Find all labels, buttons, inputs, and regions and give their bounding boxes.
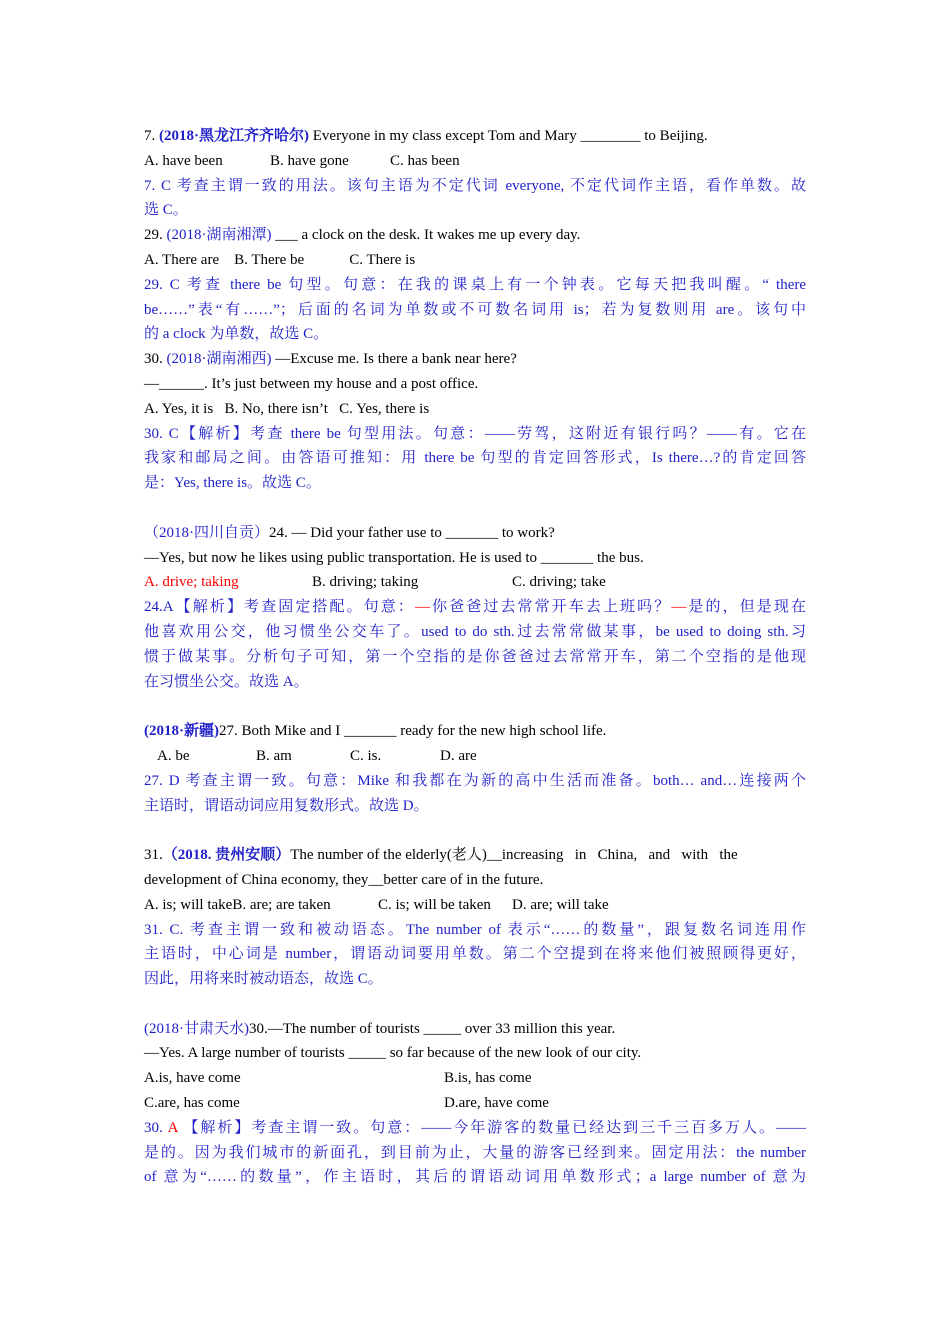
question-blank: ___ xyxy=(275,227,298,244)
answer-30a-line-1: 30. C【解析】考查 there be 句型用法。句意：——劳驾，这附近有银行吗？——有。它在 xyxy=(144,425,806,442)
question-27-options xyxy=(144,744,806,769)
option-c: C. is. xyxy=(350,747,382,764)
spacer xyxy=(144,992,806,1017)
question-31-stem-2: development of China economy, they__better care of in the future. xyxy=(144,871,544,888)
answer-24-line-4: 在习惯坐公交。故选 A。 xyxy=(144,673,309,690)
question-source: （2018. 贵州安顺） xyxy=(162,847,291,864)
answer-30a-line-2: 我家和邮局之间。由答语可推知：用 there be 句型的肯定回答形式，Is there…?的肯定回答 xyxy=(144,450,806,467)
answer-text: 你爸爸过去常常开车去上班吗？ xyxy=(429,599,672,616)
answer-text: 24.A【解析】考查固定搭配。句意： xyxy=(144,599,415,616)
answer-24-line-2: 他喜欢用公交，他习惯坐公交车了。used to do sth.过去常常做某事，be used to doing sth.习 xyxy=(144,623,806,640)
question-7-options xyxy=(144,149,806,174)
answer-29-line-1: 29. C 考查 there be 句型。句意：在我的课桌上有一个钟表。它每天把我叫醒。“ there xyxy=(144,276,806,293)
question-source: (2018·湖南湘西) xyxy=(166,351,272,368)
dash-mark: — xyxy=(414,599,430,616)
option-a: A.is, have come xyxy=(144,1070,241,1087)
question-text: a clock on the desk. It wakes me up every day. xyxy=(297,227,581,244)
question-29-options: A. There are B. There be C. There is xyxy=(144,251,416,268)
answer-31-line-2: 主语时，中心词是 number，谓语动词要用单数。第二个空提到在将来他们被照顾得更好， xyxy=(144,946,806,963)
option-c: C. has been xyxy=(390,152,460,169)
question-number: 29. xyxy=(144,227,163,244)
option-a: A. have been xyxy=(144,152,223,169)
question-number: 30. xyxy=(144,351,163,368)
question-31-options xyxy=(144,893,806,918)
answer-29-line-2: be……”表“有……”；后面的名词为单数或不可数名词用 is；若为复数则用 are。该句中 xyxy=(144,301,806,318)
question-30b-options-row-1 xyxy=(144,1066,806,1091)
option-b: B. driving; taking xyxy=(312,574,419,591)
answer-7-line-1: 7. C 考查主谓一致的用法。该句主语为不定代词 everyone, 不定代词作主语，看作单数。故 xyxy=(144,177,806,194)
option-b: B. have gone xyxy=(270,152,349,169)
spacer xyxy=(144,694,806,719)
option-b: B.is, has come xyxy=(444,1070,532,1087)
question-29-stem xyxy=(144,223,806,248)
option-d: D.are, have come xyxy=(444,1095,549,1112)
spacer xyxy=(144,818,806,843)
answer-7-line-2: 选 C。 xyxy=(144,202,188,219)
answer-31-line-1: 31. C. 考查主谓一致和被动语态。The number of 表示“……的数量”，跟复数名词连用作 xyxy=(144,921,806,938)
answer-30a-line-3: 是：Yes, there is。故选 C。 xyxy=(144,475,321,492)
question-31-stem-1 xyxy=(144,843,806,868)
option-c: C. is; will be taken xyxy=(378,896,491,913)
question-text: 27. Both Mike and I _______ ready for the new high school life. xyxy=(219,723,607,740)
question-text: —Excuse me. Is there a bank near here? xyxy=(271,351,517,368)
answer-30b-line-3: of 意为“……的数量”，作主语时，其后的谓语动词用单数形式；a large number of 意为 xyxy=(144,1169,806,1186)
question-text: Everyone in my class except Tom and Mary ________ to Beijing. xyxy=(309,128,708,144)
answer-27-line-2: 主语时，谓语动词应用复数形式。故选 D。 xyxy=(144,797,429,814)
answer-27-line-1: 27. D 考查主谓一致。句意：Mike 和我都在为新的高中生活而准备。both… and…连接两个 xyxy=(144,772,806,789)
question-24-options xyxy=(144,570,806,595)
question-24-reply: —Yes, but now he likes using public transportation. He is used to _______ the bus. xyxy=(144,549,644,566)
question-24-stem xyxy=(144,521,806,546)
answer-29-line-3: 的 a clock 为单数，故选 C。 xyxy=(144,326,329,343)
question-7-stem xyxy=(144,124,806,149)
answer-number: 30. xyxy=(144,1119,168,1136)
document-page xyxy=(144,124,806,1190)
answer-text: 【解析】考查主谓一致。句意：——今年游客的数量已经达到三千三百多万人。—— xyxy=(177,1119,806,1136)
question-text: 30.—The number of tourists _____ over 33 million this year. xyxy=(249,1020,616,1037)
question-27-stem xyxy=(144,719,806,744)
question-30b-options-row-2 xyxy=(144,1091,806,1116)
question-text: The number of the elderly(老人)__increasing in China, and with the xyxy=(290,847,738,864)
option-a: A. be xyxy=(157,747,190,764)
answer-30b-line-1 xyxy=(144,1116,806,1141)
answer-text: 是的，但是现在 xyxy=(686,599,806,616)
question-source: （2018·四川自贡） xyxy=(144,524,269,541)
answer-31-line-3: 因此，用将来时被动语态，故选 C。 xyxy=(144,971,383,988)
question-text: 24. — Did your father use to _______ to work? xyxy=(269,524,555,541)
question-number: 31. xyxy=(144,847,163,864)
answer-24-line-1 xyxy=(144,595,806,620)
question-30b-stem xyxy=(144,1017,806,1042)
question-number: 7. xyxy=(144,128,156,144)
option-c: C.are, has come xyxy=(144,1095,240,1112)
option-d: D. are xyxy=(440,747,477,764)
question-source: (2018·甘肃天水) xyxy=(144,1020,249,1037)
question-source: (2018·湖南湘潭) xyxy=(166,227,272,244)
question-30a-stem xyxy=(144,347,806,372)
option-b: B. am xyxy=(256,747,292,764)
question-30b-reply: —Yes. A large number of tourists _____ so far because of the new look of our city. xyxy=(144,1045,642,1062)
option-a-b: A. is; will takeB. are; are taken xyxy=(144,896,331,913)
question-30a-reply: —______. It’s just between my house and a post office. xyxy=(144,375,479,392)
question-30a-options: A. Yes, it is B. No, there isn’t C. Yes, there is xyxy=(144,400,430,417)
spacer xyxy=(144,496,806,521)
answer-30b-line-2: 是的。因为我们城市的新面孔，到目前为止，大量的游客已经到来。固定用法：the number xyxy=(144,1144,806,1161)
option-d: D. are; will take xyxy=(512,896,609,913)
option-a: A. drive; taking xyxy=(144,574,239,591)
question-source: (2018·黑龙江齐齐哈尔) xyxy=(159,128,309,144)
question-source: (2018·新疆) xyxy=(144,723,219,740)
answer-letter: A xyxy=(167,1119,178,1136)
option-c: C. driving; take xyxy=(512,574,606,591)
dash-mark: — xyxy=(671,599,687,616)
answer-24-line-3: 惯于做某事。分析句子可知，第一个空指的是你爸爸过去常常开车，第二个空指的是他现 xyxy=(144,648,806,665)
